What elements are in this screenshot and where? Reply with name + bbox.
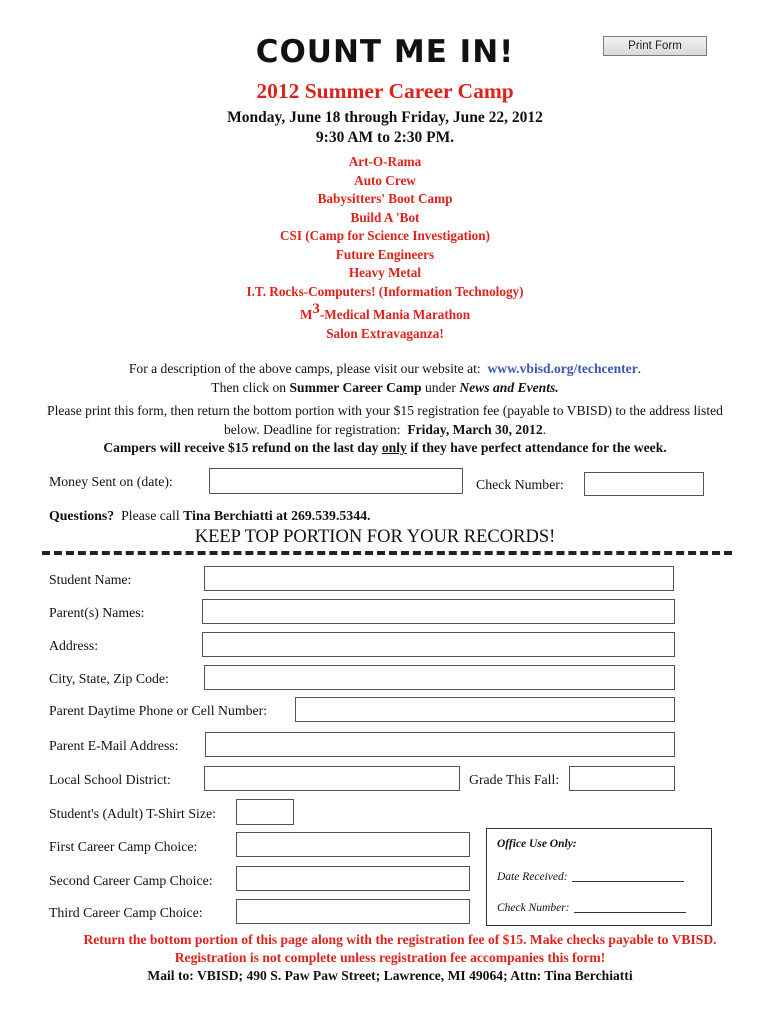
camp-dates: Monday, June 18 through Friday, June 22, 2012 bbox=[227, 109, 543, 126]
camp-item: Babysitters' Boot Camp bbox=[317, 191, 453, 206]
website-link[interactable]: www.vbisd.org/techcenter bbox=[487, 361, 638, 376]
camp-subtitle: 2012 Summer Career Camp bbox=[256, 79, 514, 103]
office-use-title: Office Use Only: bbox=[497, 838, 577, 850]
questions-line: Questions? Please call Tina Berchiatti at 269.539.5344. bbox=[49, 508, 371, 523]
city-state-zip-field[interactable] bbox=[204, 665, 675, 690]
parent-phone-field[interactable] bbox=[295, 697, 675, 722]
city-state-zip-label: City, State, Zip Code: bbox=[49, 671, 169, 686]
office-check-number-row: Check Number: bbox=[497, 902, 686, 914]
second-choice-field[interactable] bbox=[236, 866, 470, 891]
camp-item: Salon Extravaganza! bbox=[326, 326, 444, 341]
student-name-field[interactable] bbox=[204, 566, 674, 591]
camp-item-medical-mania: $M^3$-Medical Mania Marathon bbox=[299, 301, 471, 322]
print-form-button[interactable]: Print Form bbox=[603, 36, 707, 56]
third-choice-label: Third Career Camp Choice: bbox=[49, 905, 203, 920]
keep-top-portion-heading: KEEP TOP PORTION FOR YOUR RECORDS! bbox=[194, 527, 556, 547]
parent-email-field[interactable] bbox=[205, 732, 675, 757]
camp-item: Build A 'Bot bbox=[350, 209, 420, 225]
parents-names-field[interactable] bbox=[202, 599, 675, 624]
camp-item: CSI (Camp for Science Investigation) bbox=[279, 228, 490, 243]
tshirt-size-field[interactable] bbox=[236, 799, 294, 825]
page-title: COUNT ME IN! bbox=[255, 34, 515, 70]
print-instructions: Please print this form, then return the bottom portion with your $15 registration fee (payable to VBISD) to the address listed below. Deadline for registration: Friday, March 30, 2012. bbox=[47, 403, 723, 437]
return-instructions: Return the bottom portion of this page along with the registration fee of $15. Make checks payable to VBISD. bbox=[83, 932, 717, 947]
mailing-address: Mail to: VBISD; 490 S. Paw Paw Street; Lawrence, MI 49064; Attn: Tina Berchiatti bbox=[147, 968, 633, 983]
description-line: For a description of the above camps, please visit our website at: www.vbisd.org/techcenter. bbox=[128, 361, 642, 376]
parent-email-label: Parent E-Mail Address: bbox=[49, 738, 179, 753]
first-choice-label: First Career Camp Choice: bbox=[49, 839, 198, 854]
tshirt-size-label: Student's (Adult) T-Shirt Size: bbox=[49, 806, 216, 821]
parent-phone-label: Parent Daytime Phone or Cell Number: bbox=[49, 703, 268, 718]
grade-label: Grade This Fall: bbox=[469, 772, 560, 787]
money-sent-field[interactable] bbox=[209, 468, 463, 494]
navigation-instruction: Then click on Summer Career Camp under News and Events. bbox=[211, 380, 559, 395]
camp-item: Art-O-Rama bbox=[348, 154, 422, 169]
camp-item: Future Engineers bbox=[335, 246, 435, 262]
check-number-label: Check Number: bbox=[476, 477, 564, 492]
first-choice-field[interactable] bbox=[236, 832, 470, 857]
money-sent-label: Money Sent on (date): bbox=[49, 474, 173, 489]
third-choice-field[interactable] bbox=[236, 899, 470, 924]
parents-names-label: Parent(s) Names: bbox=[49, 605, 145, 620]
office-use-box bbox=[486, 828, 712, 926]
camp-item: Heavy Metal bbox=[348, 265, 422, 280]
incomplete-warning: Registration is not complete unless registration fee accompanies this form! bbox=[174, 950, 606, 965]
grade-field[interactable] bbox=[569, 766, 675, 791]
student-name-label: Student Name: bbox=[49, 572, 132, 587]
school-district-label: Local School District: bbox=[49, 772, 171, 787]
address-field[interactable] bbox=[202, 632, 675, 657]
refund-notice: Campers will receive $15 refund on the last day only if they have perfect attendance for the week. bbox=[103, 440, 667, 455]
address-label: Address: bbox=[49, 638, 99, 653]
cut-line-divider bbox=[42, 551, 732, 555]
second-choice-label: Second Career Camp Choice: bbox=[49, 873, 213, 888]
camp-times: 9:30 AM to 2:30 PM. bbox=[315, 129, 455, 146]
date-received-row: Date Received: bbox=[497, 871, 684, 883]
camp-item: I.T. Rocks-Computers! (Information Technology) bbox=[246, 283, 524, 299]
camp-list bbox=[0, 153, 770, 344]
school-district-field[interactable] bbox=[204, 766, 460, 791]
camp-item: Auto Crew bbox=[354, 172, 416, 188]
check-number-field[interactable] bbox=[584, 472, 704, 496]
